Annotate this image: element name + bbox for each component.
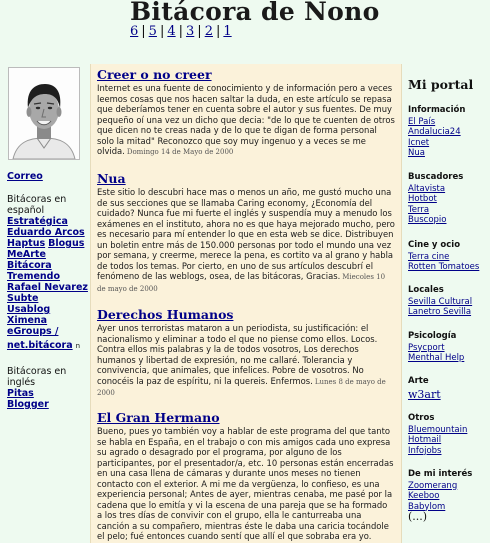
page-link-6[interactable]: 6 xyxy=(130,24,139,39)
page-link-5[interactable]: 5 xyxy=(148,24,157,39)
post-body xyxy=(97,187,395,294)
more-links-ellipsis: (...) xyxy=(408,510,428,523)
left-sidebar xyxy=(0,64,90,543)
portal-group-cine-y-ocio xyxy=(408,240,490,273)
spanish-blogs-heading: Bitácoras en español xyxy=(7,194,67,216)
portal-link-hotbot[interactable]: Hotbot xyxy=(408,194,437,204)
blog-link-blogus[interactable]: Blogus xyxy=(48,238,85,249)
portal-group-buscadores xyxy=(408,172,490,226)
post-text: Internet es una fuente de conocimiento y de información pero a veces leemos cosas que nos hacen saltar la duda, en este artículo se repasa que deberíamos tener en cuenta sobre el autor y sus fuentes. De muy pequeño oí una vez un dicho que decia: "de lo que te cuenten de otros que dicen no te creas nada y de lo que te digan de forma personal solo la mitad" Reconozco que soy muy ingenuo y a veces se me olvida. xyxy=(97,83,395,156)
blog-link-mearte[interactable]: MeArte xyxy=(7,249,46,260)
post-date: Lunes 8 de mayo de 2000 xyxy=(97,377,386,397)
author-photo-image xyxy=(9,68,79,159)
post xyxy=(97,307,395,399)
contact-section xyxy=(7,171,89,182)
portal-group-otros xyxy=(408,413,490,456)
page-header xyxy=(0,0,490,64)
post xyxy=(97,171,395,294)
portal-group-informacion xyxy=(408,105,490,159)
portal-link-babylom[interactable]: Babylom xyxy=(408,501,446,512)
english-blogs-heading: Bitácoras en inglés xyxy=(7,366,67,388)
portal-group-locales xyxy=(408,285,490,318)
blog-link-subte[interactable]: Subte xyxy=(7,293,39,304)
portal-link-andalucia24[interactable]: Andalucia24 xyxy=(408,127,461,137)
portal-link-infojobs[interactable]: Infojobs xyxy=(408,445,442,456)
portal-group-title: Buscadores xyxy=(408,172,464,182)
netbitacora-badge: n xyxy=(75,342,81,350)
author-photo xyxy=(8,67,80,160)
portal-group-title: Locales xyxy=(408,285,444,295)
separator: | xyxy=(197,24,202,39)
blog-link-bitacora[interactable]: Bitácora xyxy=(7,260,52,271)
blog-link-pitas[interactable]: Pitas xyxy=(7,388,34,399)
post xyxy=(97,67,395,158)
blog-row xyxy=(7,340,89,352)
blog-link-estrategica[interactable]: Estratégica xyxy=(7,216,68,227)
portal-group-psicologia xyxy=(408,331,490,364)
portal-group-arte xyxy=(408,376,490,401)
portal-link-icnet[interactable]: Icnet xyxy=(408,137,430,148)
portal-link-hotmail[interactable]: Hotmail xyxy=(408,435,442,445)
post-title[interactable]: Creer o no creer xyxy=(97,67,212,82)
portal-link-rotten-tomatoes[interactable]: Rotten Tomatoes xyxy=(408,262,480,272)
post-title[interactable]: El Gran Hermano xyxy=(97,410,220,425)
portal-link-keeboo[interactable]: Keeboo xyxy=(408,491,440,501)
blog-link-eduardo-arcos[interactable]: Eduardo Arcos xyxy=(7,227,85,238)
post-text: Ayer unos terroristas mataron a un periodista, su justificación: el nacionalismo y eliminar a todo el que no piense como ellos. Locos. Contra ellos mis palabras y la de todos vosotros, Los derechos humanos y libertad de expresión, no me callaré. Tolerancia y convivencia, que animales, que infelices. Pobre de vosotros. No conocéis la paz de espíritu, ni la quereis. Enfermos. xyxy=(97,323,378,386)
blog-link-tremendo[interactable]: Tremendo xyxy=(7,271,60,282)
post xyxy=(97,410,395,542)
portal-group-title: Otros xyxy=(408,413,435,423)
separator: | xyxy=(178,24,184,39)
portal-group-title: Información xyxy=(408,105,466,115)
post-date: Miecoles 10 de mayo de 2000 xyxy=(97,273,386,293)
portal-link-lanetro-sevilla[interactable]: Lanetro Sevilla xyxy=(408,307,472,317)
portal-link-terra[interactable]: Terra xyxy=(408,204,430,215)
post-body xyxy=(97,426,395,542)
page-link-1[interactable]: 1 xyxy=(223,24,232,39)
portal-group-title: Arte xyxy=(408,376,429,386)
blog-link-egroups[interactable]: eGroups / xyxy=(7,326,59,337)
portal-link-psycport[interactable]: Psycport xyxy=(408,342,445,353)
portal-link-altavista[interactable]: Altavista xyxy=(408,183,446,194)
post-title[interactable]: Nua xyxy=(97,171,126,186)
portal-link-zoomerang[interactable]: Zoomerang xyxy=(408,480,458,491)
portal-link-sevilla-cultural[interactable]: Sevilla Cultural xyxy=(408,296,473,307)
right-sidebar xyxy=(401,64,490,543)
page-link-4[interactable]: 4 xyxy=(167,24,176,39)
blog-link-ximena[interactable]: Ximena xyxy=(7,315,48,326)
site-title: Bitácora de Nono xyxy=(130,0,380,26)
blog-link-haptus[interactable]: Haptus xyxy=(7,238,46,249)
blog-link-blogger[interactable]: Blogger xyxy=(7,399,49,410)
main-content xyxy=(90,64,402,543)
post-text: Este sitio lo descubri hace mas o menos un año, me gustó mucho una de sus secciones que se llamaba Caring economy, ¿Economía del cuidado? Nunca fue mi fuerte el inglés y suspendía muy a menudo los exámenes en el instituto, ahora no es que haya mejorado mucho, pero es necesario para mí entender lo que en esta web se dice. Distribuyen un boletin entre más de 150.000 personas por todo el mundo una vez por semana, y creerme, merece la pena, es cortito va al grano y habla de todos los temas. Por cierto, en uno de sus artículos descubrí el fenómeno de las weblogs, osea, de las bitácoras, Gracias. xyxy=(97,187,395,281)
portal-link-bluemountain[interactable]: Bluemountain xyxy=(408,424,468,435)
post-title[interactable]: Derechos Humanos xyxy=(97,307,234,322)
post-date: Domingo 14 de Mayo de 2000 xyxy=(126,148,234,156)
portal-group-title: Cine y ocio xyxy=(408,240,461,250)
portal-group-title: De mi interés xyxy=(408,469,473,479)
blog-row xyxy=(7,238,89,249)
blog-link-rafael-nevarez[interactable]: Rafael Nevarez xyxy=(7,282,88,293)
post-text: Bueno, pues yo también voy a hablar de este programa del que tanto se habla en España, en el trabajo o con mis amigos cada uno expresa su agrado o desagrado por el programa, por alguno de los participantes, por el presentador/a, etc. 10 personas están encerradas en una casa llena de cámaras y durante unos meses no tienen contacto con el exterior. A mi me da vergüenza, lo confieso, es una experiencia personal; Antes de ayer, mientras cenaba, me pasé por la cadena que lo emitía y vi la escena de una pareja que se ha formado a los tres días de convivir con el grupo, ella le canturreaba una canción a su compañero, mientras éste le daba una caricia tocándole el pelo; fué entonces cuando sentí que allí el que sobraba era yo. xyxy=(97,426,394,541)
correo-link[interactable]: Correo xyxy=(7,171,43,182)
portal-link-terra-cine[interactable]: Terra cine xyxy=(408,251,450,262)
portal-link-el-pais[interactable]: El País xyxy=(408,116,436,127)
portal-title: Mi portal xyxy=(408,77,474,92)
portal-group-de-mi-interes xyxy=(408,469,490,523)
portal-group-title: Psicología xyxy=(408,331,457,341)
page-link-3[interactable]: 3 xyxy=(186,24,195,39)
separator: | xyxy=(141,24,146,39)
portal-link-buscopio[interactable]: Buscopio xyxy=(408,215,447,225)
separator: | xyxy=(215,24,221,39)
portal-link-menthal-help[interactable]: Menthal Help xyxy=(408,353,465,363)
portal-link-w3art[interactable]: w3art xyxy=(408,387,441,401)
spanish-blogs-section xyxy=(7,194,89,352)
english-blogs-section xyxy=(7,366,89,410)
page-link-2[interactable]: 2 xyxy=(204,24,213,39)
blog-link-netbitacora[interactable]: net.bitácora xyxy=(7,340,73,351)
post-body xyxy=(97,323,395,399)
post-body xyxy=(97,83,395,158)
page-navigation xyxy=(130,24,232,39)
blog-link-usablog[interactable]: Usablog xyxy=(7,304,51,315)
portal-link-nua[interactable]: Nua xyxy=(408,148,425,158)
separator: | xyxy=(159,24,165,39)
